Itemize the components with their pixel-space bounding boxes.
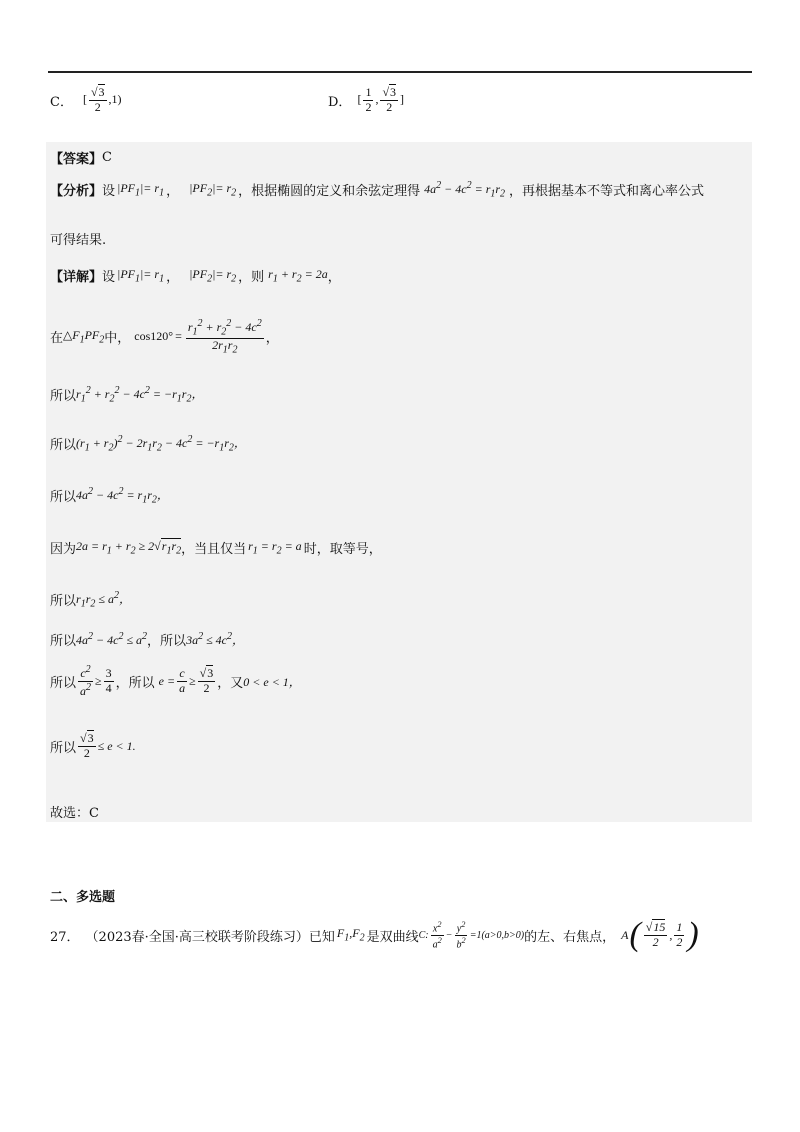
math-e: e =	[158, 673, 176, 688]
answer-value: C	[102, 150, 112, 165]
q27-foci: 的左、右焦点，	[524, 929, 616, 945]
q27-hyperbola: 是双曲线	[366, 929, 419, 945]
analysis-text-4: ，再根据基本不等式和离心率公式	[509, 184, 705, 200]
q27-source: （2023春·全国·高三校联考阶段练习）已知	[85, 929, 335, 945]
detail-suoyi-1: 所以	[50, 389, 77, 405]
math-c2-a2: $\frac{c^2}{a^2}$	[80, 664, 92, 698]
detail-line-6	[50, 538, 382, 557]
top-rule	[48, 71, 752, 73]
math-eq: =	[175, 329, 182, 344]
math-step-6: $4a^2 - 4c^2 \le a^2$	[76, 631, 148, 647]
analysis-line-2	[50, 229, 106, 248]
analysis-text-3: ，根据椭圆的定义和余弦定理得	[238, 184, 421, 200]
detail-line-1	[50, 266, 341, 285]
detail-line-10	[50, 732, 136, 761]
detail-line-7	[50, 590, 131, 609]
math-pf2-b: $|PF_2|= r_2$	[189, 266, 237, 285]
math-hyperbola: C: $\frac{x^2}{a^2}$ − $\frac{y^2}{b^2}$ =1(a>0,b>0)	[418, 919, 525, 950]
question-27	[50, 918, 760, 952]
math-pf1: $|PF_1|= r_1$	[117, 181, 165, 199]
detail-suoyi-2: 所以	[50, 438, 77, 454]
math-equal-cond: $r_1 = r_2 = a$	[248, 538, 302, 557]
analysis-text-2: ，	[166, 184, 180, 200]
detail-suoyi-8: ，所以	[115, 675, 155, 691]
math-geq-2: ≥	[189, 673, 196, 688]
math-e-range: 0 < e < 1，	[243, 674, 301, 689]
math-cos-frac: $\frac{r_1^2 + r_2^2 - 4c^2}{2r_1r_2}$	[187, 318, 262, 356]
detail-comma: ，	[166, 270, 180, 285]
answer-label: 【答案】	[50, 152, 103, 167]
q27-number: 27．	[50, 929, 80, 945]
solution-box	[46, 142, 752, 822]
math-step-2: $(r_1 + r_2)^2 - 2r_1r_2 - 4c^2 = -r_1r_2$，	[76, 434, 246, 454]
math-triangle: $\triangle F_1PF_2$	[63, 328, 105, 346]
detail-set: 设	[102, 270, 116, 285]
option-d-math: [ $\frac{1}{2}$ , $\frac{√3}{2}$ ]	[357, 85, 405, 114]
answer-line	[50, 148, 112, 167]
analysis-line	[50, 180, 704, 199]
math-c-a: $\frac{c}{a}$	[179, 666, 186, 695]
detail-in: 在	[50, 331, 64, 347]
detail-line-9	[50, 664, 301, 699]
analysis-label: 【分析】	[50, 184, 103, 200]
math-cos: cos120°	[134, 329, 174, 344]
analysis-text-1: 设	[102, 184, 116, 200]
section-title: 二、多选题	[50, 890, 116, 905]
math-sqrt3-2: $\frac{√3}{2}$	[199, 666, 214, 695]
detail-suoyi-7: 所以	[50, 675, 77, 691]
option-c-label: C．	[50, 94, 73, 110]
detail-comma-3: ，	[265, 331, 279, 347]
option-d	[328, 86, 404, 115]
math-point-a: A ( $\frac{√15}{2}$ , $\frac{1}{2}$ )	[621, 916, 699, 953]
detail-line-5	[50, 486, 169, 505]
detail-line-2	[50, 318, 279, 356]
math-step-4: $2a = r_1 + r_2 \ge 2√r_1r_2$	[76, 538, 182, 557]
math-three-quarters: $\frac{3}{4}$	[105, 666, 112, 695]
detail-suoyi-5: 所以	[50, 634, 77, 649]
math-pf1-b: $|PF_1|= r_1$	[117, 266, 165, 285]
math-final: ≤ e < 1.	[97, 738, 136, 753]
detail-suoyi-3: 所以	[50, 490, 77, 506]
detail-dangqie: ，当且仅当	[181, 542, 247, 557]
detail-suoyi-9: 所以	[50, 740, 77, 756]
math-step-1: $r_1^2 + r_2^2 - 4c^2 = -r_1r_2$，	[76, 385, 204, 405]
detail-comma-2: ，	[327, 270, 341, 285]
detail-conclusion	[50, 802, 99, 821]
detail-qudenghao: 时，取等号，	[303, 542, 382, 557]
math-final-frac: $\frac{√3}{2}$	[80, 731, 94, 760]
option-c	[50, 86, 122, 115]
detail-line-4	[50, 434, 246, 453]
math-sum: $r_1 + r_2 = 2a$	[268, 266, 328, 285]
analysis-text-5: 可得结果.	[50, 233, 107, 248]
math-relation: $4a^2 - 4c^2 = r_1r_2$	[424, 180, 506, 200]
option-d-label: D．	[328, 94, 352, 110]
detail-line-8	[50, 630, 244, 649]
detail-line-3	[50, 385, 203, 404]
option-c-math: [ $\frac{√3}{2}$ ,1)	[82, 85, 122, 114]
detail-then: ，则	[238, 270, 265, 285]
math-foci: $F_1,F_2$	[336, 926, 365, 944]
math-step-7: $3a^2 \le 4c^2$，	[186, 631, 244, 647]
math-pf2: $|PF_2|= r_2$	[189, 181, 237, 199]
detail-suoyi-6: ，所以	[147, 634, 187, 649]
detail-suoyi-4: 所以	[50, 594, 77, 610]
detail-you: ，又	[217, 675, 244, 691]
detail-in-suffix: 中，	[104, 331, 131, 347]
math-step-5: $r_1r_2 \le a^2$，	[76, 590, 131, 610]
math-step-3: $4a^2 - 4c^2 = r_1r_2$，	[76, 486, 169, 506]
detail-label: 【详解】	[50, 270, 103, 285]
detail-yinwei: 因为	[50, 542, 77, 557]
detail-guxuan: 故选：C	[50, 806, 99, 821]
math-geq: ≥	[95, 673, 102, 688]
